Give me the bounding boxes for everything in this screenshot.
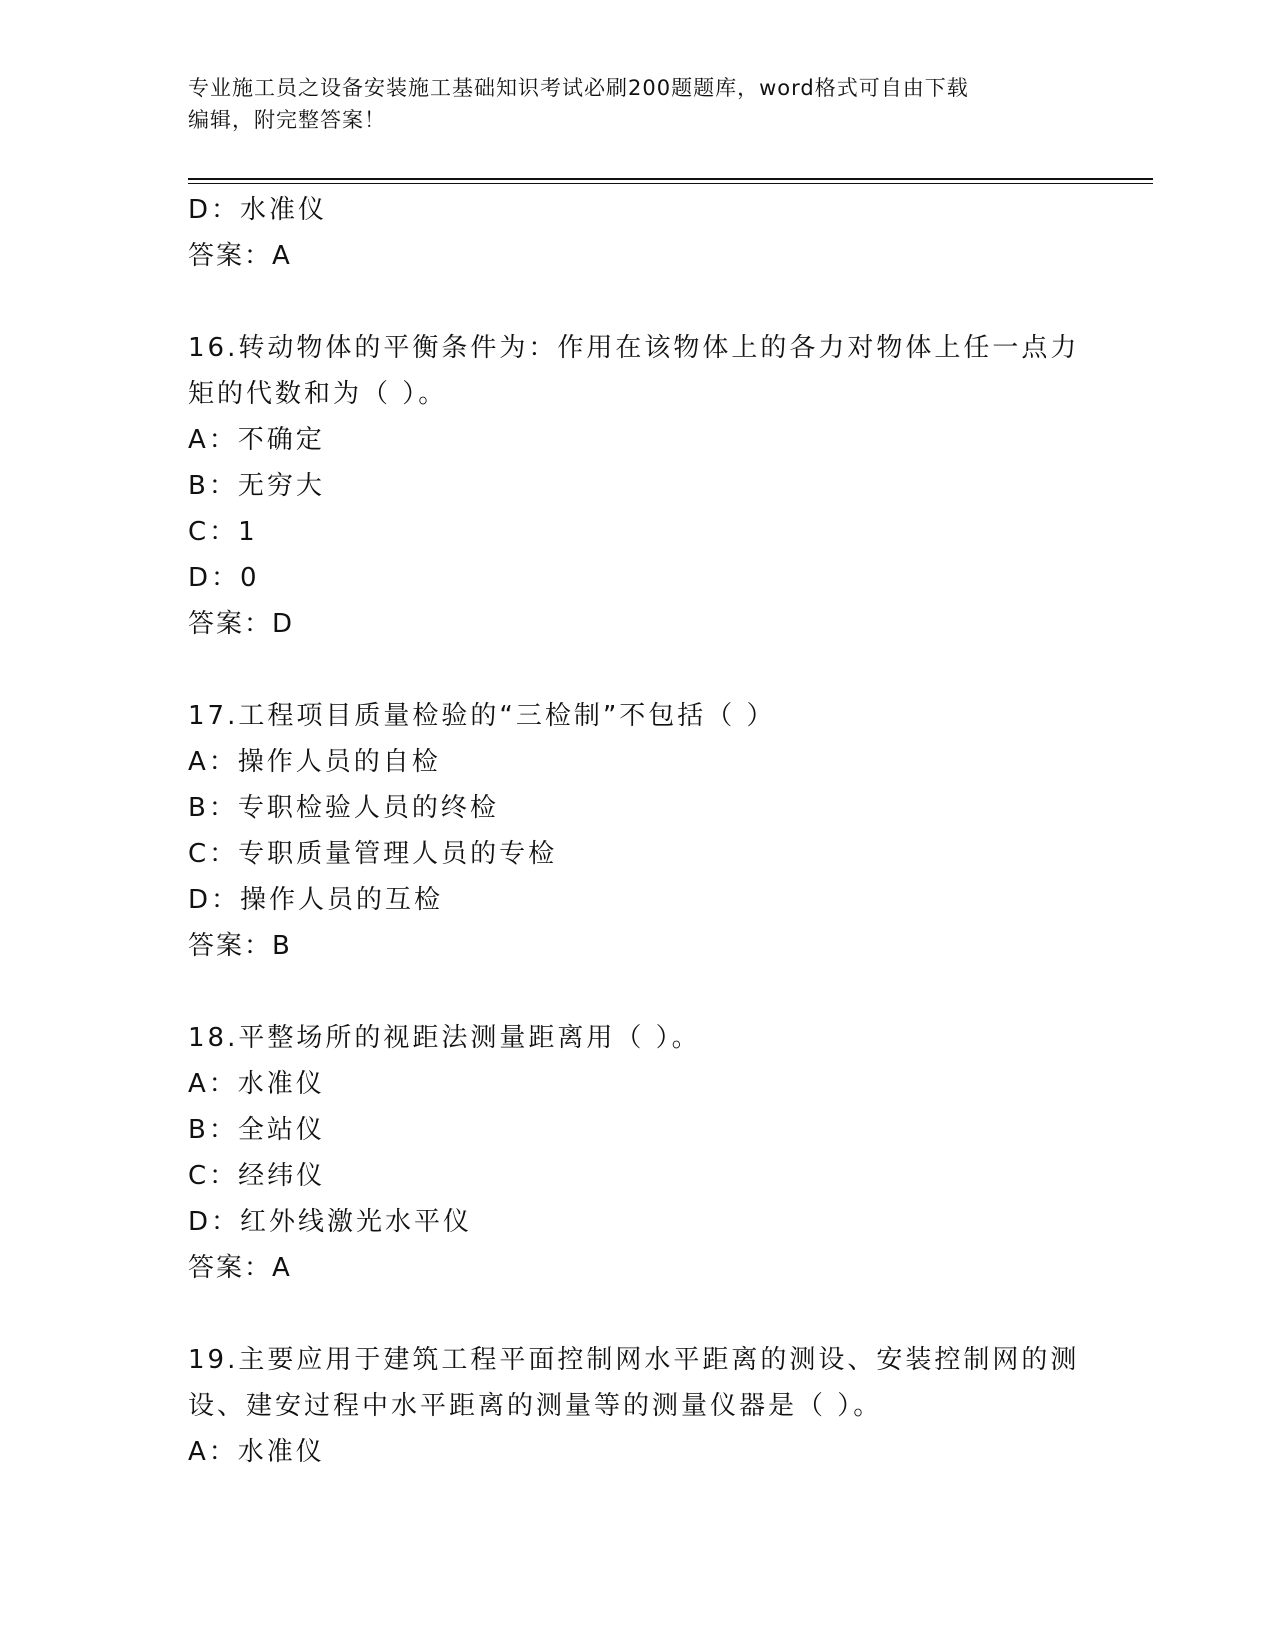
header-divider-thick [188, 178, 1153, 180]
option-d: D：红外线激光水平仪 [188, 1207, 473, 1237]
option-b: B：专职检验人员的终检 [188, 793, 499, 823]
question-text-line: 矩的代数和为（ ）。 [188, 379, 448, 409]
answer-label: 答案：A [188, 1253, 292, 1283]
header-line-2: 编辑，附完整答案！ [188, 108, 386, 132]
option-c: C：1 [188, 517, 258, 547]
spacer [188, 647, 1078, 693]
option-d: D：水准仪 [188, 195, 328, 225]
spacer [188, 1291, 1078, 1337]
option-b: B：无穷大 [188, 471, 325, 501]
header-divider-thin [188, 183, 1153, 184]
answer-label: 答案：B [188, 931, 292, 961]
question-text-line: 16.转动物体的平衡条件为：作用在该物体上的各力对物体上任一点力 [188, 333, 1080, 363]
question-block-16 [188, 325, 1078, 647]
question-text-line: 设、建安过程中水平距离的测量等的测量仪器是（ ）。 [188, 1391, 883, 1421]
spacer [188, 279, 1078, 325]
option-a: A：不确定 [188, 425, 325, 455]
option-b: B：全站仪 [188, 1115, 325, 1145]
answer-label: 答案：D [188, 609, 295, 639]
option-d: D：操作人员的互检 [188, 885, 444, 915]
header-line-1: 专业施工员之设备安装施工基础知识考试必刷200题题库，word格式可自由下载 [188, 76, 969, 100]
question-block-15-continued [188, 187, 1078, 279]
option-a: A：水准仪 [188, 1437, 325, 1467]
question-content [188, 187, 1078, 1475]
question-block-19 [188, 1337, 1078, 1475]
document-header [188, 72, 1068, 136]
option-a: A：水准仪 [188, 1069, 325, 1099]
question-text-line: 18.平整场所的视距法测量距离用（ ）。 [188, 1023, 701, 1053]
answer-label: 答案：A [188, 241, 292, 271]
question-block-17 [188, 693, 1078, 969]
question-text-line: 17.工程项目质量检验的“三检制”不包括（ ） [188, 701, 776, 731]
option-c: C：专职质量管理人员的专检 [188, 839, 558, 869]
option-d: D：0 [188, 563, 260, 593]
spacer [188, 969, 1078, 1015]
option-a: A：操作人员的自检 [188, 747, 441, 777]
question-block-18 [188, 1015, 1078, 1291]
question-text-line: 19.主要应用于建筑工程平面控制网水平距离的测设、安装控制网的测 [188, 1345, 1080, 1375]
option-c: C：经纬仪 [188, 1161, 326, 1191]
